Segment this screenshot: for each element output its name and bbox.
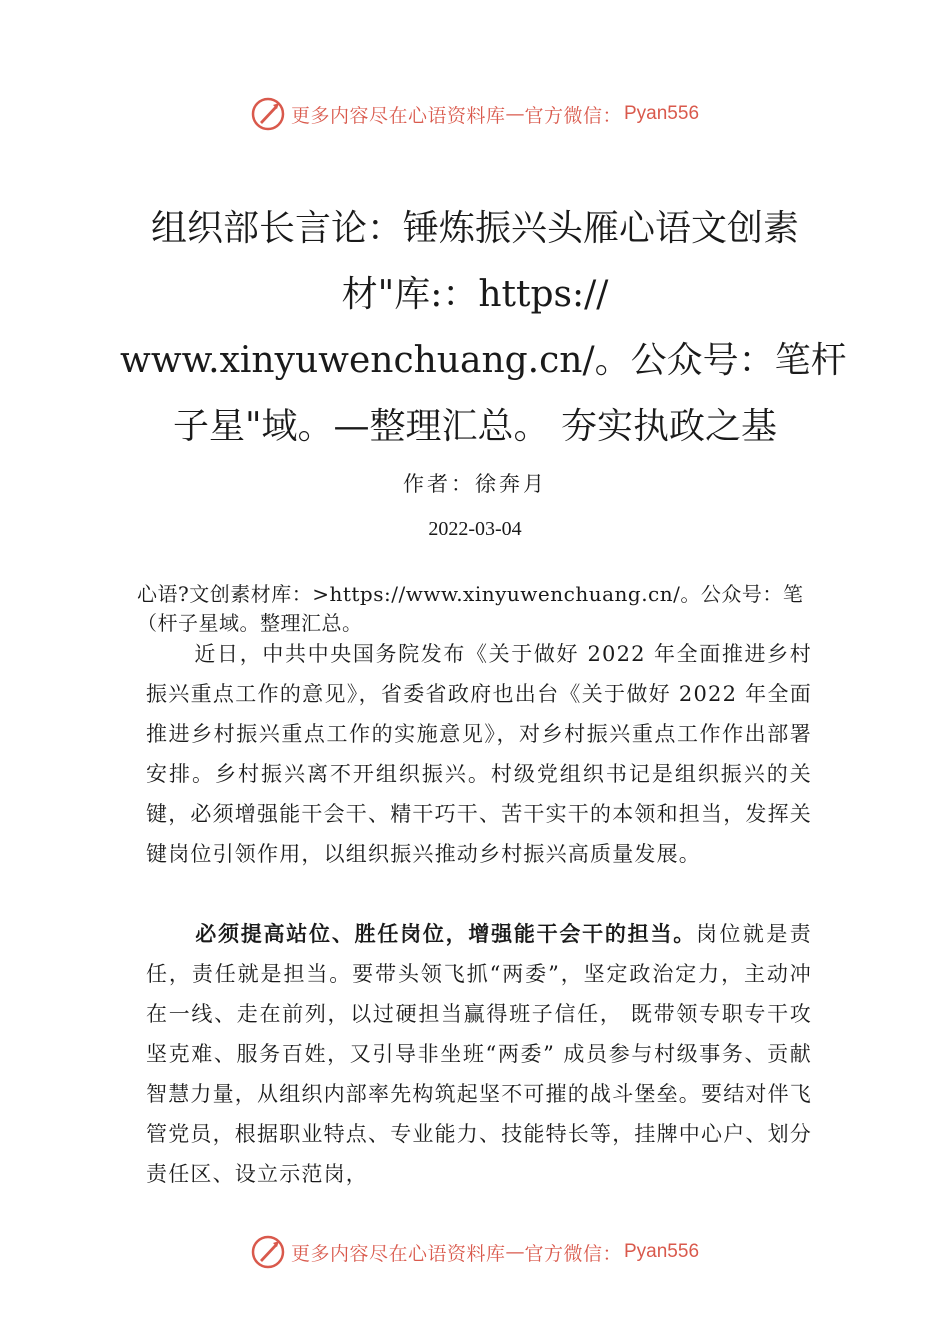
watermark-label: 官方微信： xyxy=(524,104,622,127)
watermark-text: 更多内容尽在心语资料库 xyxy=(290,1242,506,1265)
paragraph-2-lead: 必须提高站位、胜任岗位，增强能干会干的担当。 xyxy=(194,922,696,946)
watermark-dash: — xyxy=(505,1241,525,1263)
title-line-1: 组织部长言论：锤炼振兴头雁心语文创素 xyxy=(150,208,799,249)
paragraph-2-text: 岗位就是责任，责任就是担当。要带头领飞抓“两委”，坚定政治定力，主动冲在一线、走在前列，以过硬担当赢得班子信任， 既带领专职专干攻坚克难、服务百姓，又引导非坐班“两委” 成员参与村级事务、贡献智慧力量，从组织内部率先构筑起坚不可摧的战斗堡垒。要结对伴飞管党员，根据职业特点、专业能力、技能特长等，挂牌中心户、划分责任区、设立示范岗， xyxy=(146,922,813,1186)
source-note: 心语?文创素材库：>https://www.xinyuwenchuang.cn/。公众号：笔（杆子星域。整理汇总。 xyxy=(137,582,804,635)
watermark-dash: — xyxy=(505,103,525,125)
watermark-text: 更多内容尽在心语资料库 xyxy=(290,104,506,127)
document-title xyxy=(120,196,847,460)
quill-pen-logo-icon xyxy=(251,1235,285,1269)
watermark-wechat-id: Pyan556 xyxy=(624,1241,700,1262)
watermark-label: 官方微信： xyxy=(524,1242,622,1265)
author-line: 作者：徐奔月 xyxy=(403,472,547,496)
paragraph-2 xyxy=(146,914,812,1194)
paragraph-1-text: 近日，中共中央国务院发布《关于做好 2022 年全面推进乡村振兴重点工作的意见》，省委省政府也出台《关于做好 2022 年全面推进乡村振兴重点工作的实施意见》，对乡村振兴重点工作作出部署安排。乡村振兴离不开组织振兴。村级党组织书记是组织振兴的关键，必须增强能干会干、精干巧干、苦干实干的本领和担当，发挥关键岗位引领作用，以组织振兴推动乡村振兴高质量发展。 xyxy=(146,642,812,866)
paragraph-1 xyxy=(146,634,812,874)
footer-watermark xyxy=(0,1232,950,1272)
title-line-4: 子星"域。—整理汇总。 夯实执政之基 xyxy=(172,406,777,447)
title-line-3: www.xinyuwenchuang.cn/。公众号：笔杆 xyxy=(120,340,847,381)
watermark-wechat-id: Pyan556 xyxy=(624,103,700,124)
header-watermark xyxy=(0,94,950,134)
title-line-2: 材"库:：https:// xyxy=(341,274,609,315)
publish-date: 2022-03-04 xyxy=(428,518,522,540)
quill-pen-logo-icon xyxy=(251,97,285,131)
